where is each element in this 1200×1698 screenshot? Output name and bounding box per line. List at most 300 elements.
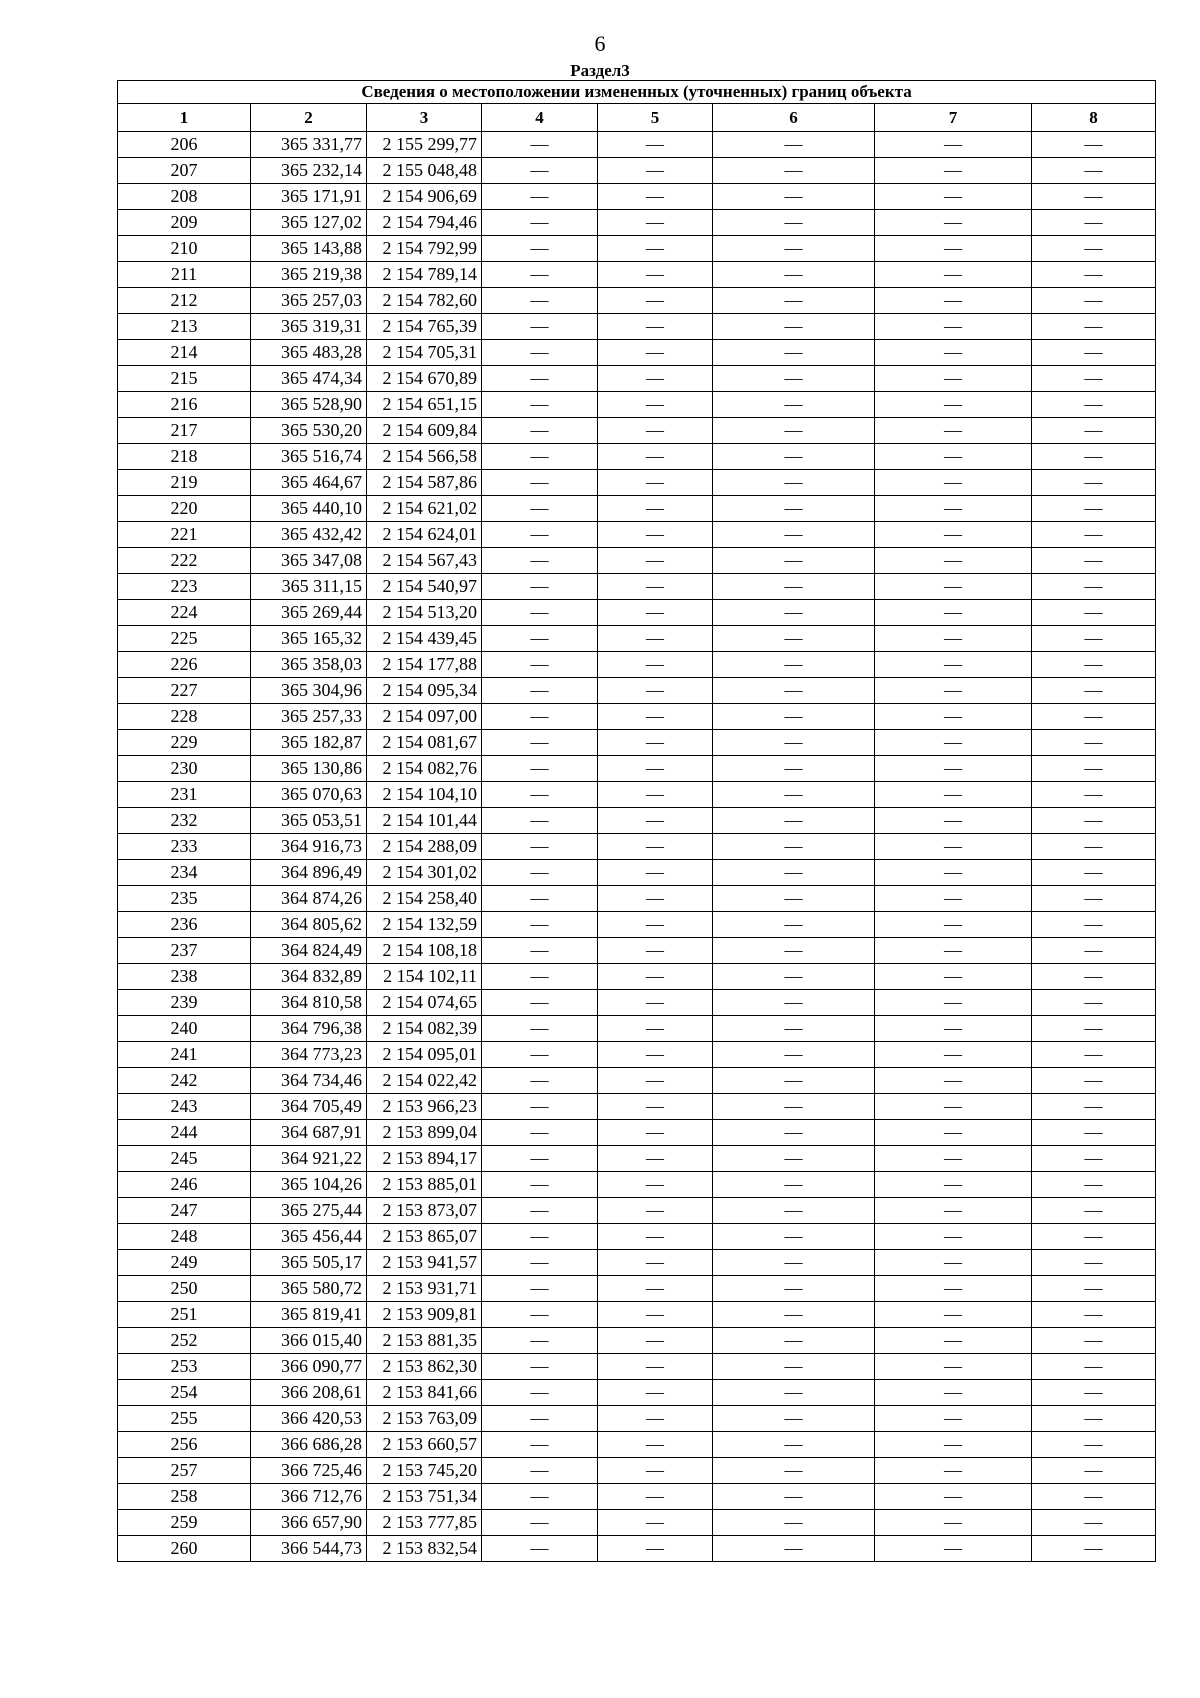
col7-cell: — [875, 756, 1032, 782]
col7-cell: — [875, 158, 1032, 184]
col5-cell: — [598, 730, 713, 756]
column-number: 1 [118, 104, 251, 132]
point-number-cell: 227 [118, 678, 251, 704]
point-number-cell: 209 [118, 210, 251, 236]
column-number: 6 [713, 104, 875, 132]
col7-cell: — [875, 470, 1032, 496]
col6-cell: — [713, 1172, 875, 1198]
col7-cell: — [875, 132, 1032, 158]
table-row [118, 470, 1156, 496]
point-number-cell: 228 [118, 704, 251, 730]
point-number-cell: 223 [118, 574, 251, 600]
col4-cell: — [482, 236, 598, 262]
x-coordinate-cell: 364 824,49 [251, 938, 367, 964]
col7-cell: — [875, 964, 1032, 990]
x-coordinate-cell: 365 347,08 [251, 548, 367, 574]
point-number-cell: 235 [118, 886, 251, 912]
x-coordinate-cell: 365 432,42 [251, 522, 367, 548]
col6-cell: — [713, 730, 875, 756]
point-number-cell: 208 [118, 184, 251, 210]
col7-cell: — [875, 1354, 1032, 1380]
col4-cell: — [482, 314, 598, 340]
col8-cell: — [1032, 1328, 1156, 1354]
col4-cell: — [482, 1094, 598, 1120]
table-row [118, 496, 1156, 522]
y-coordinate-cell: 2 153 894,17 [367, 1146, 482, 1172]
col6-cell: — [713, 1276, 875, 1302]
y-coordinate-cell: 2 153 832,54 [367, 1536, 482, 1562]
y-coordinate-cell: 2 155 299,77 [367, 132, 482, 158]
point-number-cell: 225 [118, 626, 251, 652]
col5-cell: — [598, 1146, 713, 1172]
point-number-cell: 218 [118, 444, 251, 470]
col5-cell: — [598, 626, 713, 652]
col7-cell: — [875, 912, 1032, 938]
col7-cell: — [875, 1406, 1032, 1432]
col4-cell: — [482, 1406, 598, 1432]
x-coordinate-cell: 365 275,44 [251, 1198, 367, 1224]
y-coordinate-cell: 2 153 941,57 [367, 1250, 482, 1276]
col4-cell: — [482, 730, 598, 756]
x-coordinate-cell: 364 705,49 [251, 1094, 367, 1120]
col8-cell: — [1032, 1536, 1156, 1562]
col5-cell: — [598, 834, 713, 860]
col4-cell: — [482, 392, 598, 418]
col6-cell: — [713, 1068, 875, 1094]
point-number-cell: 220 [118, 496, 251, 522]
table-row [118, 548, 1156, 574]
table-row [118, 1536, 1156, 1562]
x-coordinate-cell: 366 725,46 [251, 1458, 367, 1484]
point-number-cell: 224 [118, 600, 251, 626]
col5-cell: — [598, 600, 713, 626]
col6-cell: — [713, 964, 875, 990]
col8-cell: — [1032, 1224, 1156, 1250]
point-number-cell: 213 [118, 314, 251, 340]
col4-cell: — [482, 340, 598, 366]
y-coordinate-cell: 2 153 909,81 [367, 1302, 482, 1328]
table-row [118, 1406, 1156, 1432]
col4-cell: — [482, 184, 598, 210]
table-row [118, 288, 1156, 314]
col7-cell: — [875, 1484, 1032, 1510]
x-coordinate-cell: 365 580,72 [251, 1276, 367, 1302]
y-coordinate-cell: 2 154 081,67 [367, 730, 482, 756]
point-number-cell: 239 [118, 990, 251, 1016]
y-coordinate-cell: 2 154 651,15 [367, 392, 482, 418]
point-number-cell: 257 [118, 1458, 251, 1484]
table-row [118, 1250, 1156, 1276]
point-number-cell: 258 [118, 1484, 251, 1510]
y-coordinate-cell: 2 154 132,59 [367, 912, 482, 938]
col8-cell: — [1032, 1484, 1156, 1510]
col6-cell: — [713, 1406, 875, 1432]
col4-cell: — [482, 938, 598, 964]
col7-cell: — [875, 1068, 1032, 1094]
col8-cell: — [1032, 678, 1156, 704]
x-coordinate-cell: 364 734,46 [251, 1068, 367, 1094]
col5-cell: — [598, 470, 713, 496]
col5-cell: — [598, 340, 713, 366]
y-coordinate-cell: 2 154 705,31 [367, 340, 482, 366]
table-row [118, 1510, 1156, 1536]
col7-cell: — [875, 626, 1032, 652]
table-row [118, 1354, 1156, 1380]
col4-cell: — [482, 210, 598, 236]
column-number: 7 [875, 104, 1032, 132]
col8-cell: — [1032, 1354, 1156, 1380]
point-number-cell: 252 [118, 1328, 251, 1354]
x-coordinate-cell: 365 053,51 [251, 808, 367, 834]
point-number-cell: 250 [118, 1276, 251, 1302]
boundary-coordinates-table [117, 80, 1156, 1562]
y-coordinate-cell: 2 154 792,99 [367, 236, 482, 262]
col7-cell: — [875, 262, 1032, 288]
col6-cell: — [713, 1328, 875, 1354]
col5-cell: — [598, 860, 713, 886]
col6-cell: — [713, 496, 875, 522]
y-coordinate-cell: 2 155 048,48 [367, 158, 482, 184]
column-number: 5 [598, 104, 713, 132]
x-coordinate-cell: 364 773,23 [251, 1042, 367, 1068]
table-row [118, 1172, 1156, 1198]
point-number-cell: 230 [118, 756, 251, 782]
x-coordinate-cell: 366 015,40 [251, 1328, 367, 1354]
col4-cell: — [482, 782, 598, 808]
col8-cell: — [1032, 288, 1156, 314]
col7-cell: — [875, 860, 1032, 886]
col6-cell: — [713, 1354, 875, 1380]
col5-cell: — [598, 1328, 713, 1354]
point-number-cell: 210 [118, 236, 251, 262]
col8-cell: — [1032, 1458, 1156, 1484]
col7-cell: — [875, 652, 1032, 678]
table-row [118, 1042, 1156, 1068]
col8-cell: — [1032, 1432, 1156, 1458]
table-row [118, 574, 1156, 600]
point-number-cell: 240 [118, 1016, 251, 1042]
point-number-cell: 255 [118, 1406, 251, 1432]
y-coordinate-cell: 2 154 621,02 [367, 496, 482, 522]
col4-cell: — [482, 600, 598, 626]
col5-cell: — [598, 444, 713, 470]
col5-cell: — [598, 912, 713, 938]
col4-cell: — [482, 1354, 598, 1380]
y-coordinate-cell: 2 154 765,39 [367, 314, 482, 340]
col6-cell: — [713, 288, 875, 314]
x-coordinate-cell: 365 257,33 [251, 704, 367, 730]
col5-cell: — [598, 392, 713, 418]
col6-cell: — [713, 366, 875, 392]
col5-cell: — [598, 184, 713, 210]
column-number: 3 [367, 104, 482, 132]
col6-cell: — [713, 652, 875, 678]
x-coordinate-cell: 366 208,61 [251, 1380, 367, 1406]
col5-cell: — [598, 1406, 713, 1432]
y-coordinate-cell: 2 153 763,09 [367, 1406, 482, 1432]
y-coordinate-cell: 2 154 108,18 [367, 938, 482, 964]
col6-cell: — [713, 340, 875, 366]
col5-cell: — [598, 1536, 713, 1562]
col8-cell: — [1032, 574, 1156, 600]
col6-cell: — [713, 990, 875, 1016]
col7-cell: — [875, 600, 1032, 626]
col4-cell: — [482, 418, 598, 444]
table-row [118, 1432, 1156, 1458]
col5-cell: — [598, 652, 713, 678]
point-number-cell: 232 [118, 808, 251, 834]
col4-cell: — [482, 1484, 598, 1510]
col4-cell: — [482, 444, 598, 470]
col5-cell: — [598, 886, 713, 912]
table-row [118, 1016, 1156, 1042]
x-coordinate-cell: 364 916,73 [251, 834, 367, 860]
col8-cell: — [1032, 314, 1156, 340]
x-coordinate-cell: 365 304,96 [251, 678, 367, 704]
x-coordinate-cell: 365 516,74 [251, 444, 367, 470]
col7-cell: — [875, 288, 1032, 314]
col5-cell: — [598, 1198, 713, 1224]
table-body [118, 132, 1156, 1562]
col6-cell: — [713, 626, 875, 652]
col5-cell: — [598, 262, 713, 288]
col7-cell: — [875, 1536, 1032, 1562]
x-coordinate-cell: 365 070,63 [251, 782, 367, 808]
x-coordinate-cell: 366 090,77 [251, 1354, 367, 1380]
col5-cell: — [598, 1120, 713, 1146]
x-coordinate-cell: 364 896,49 [251, 860, 367, 886]
col6-cell: — [713, 1432, 875, 1458]
col8-cell: — [1032, 418, 1156, 444]
y-coordinate-cell: 2 153 865,07 [367, 1224, 482, 1250]
point-number-cell: 243 [118, 1094, 251, 1120]
col8-cell: — [1032, 340, 1156, 366]
col6-cell: — [713, 548, 875, 574]
col7-cell: — [875, 1432, 1032, 1458]
x-coordinate-cell: 366 657,90 [251, 1510, 367, 1536]
col6-cell: — [713, 678, 875, 704]
y-coordinate-cell: 2 153 899,04 [367, 1120, 482, 1146]
col5-cell: — [598, 1510, 713, 1536]
col8-cell: — [1032, 834, 1156, 860]
point-number-cell: 253 [118, 1354, 251, 1380]
table-row [118, 392, 1156, 418]
col7-cell: — [875, 236, 1032, 262]
col5-cell: — [598, 366, 713, 392]
col6-cell: — [713, 158, 875, 184]
col5-cell: — [598, 210, 713, 236]
col6-cell: — [713, 912, 875, 938]
y-coordinate-cell: 2 154 288,09 [367, 834, 482, 860]
col7-cell: — [875, 548, 1032, 574]
col5-cell: — [598, 418, 713, 444]
col7-cell: — [875, 1224, 1032, 1250]
col6-cell: — [713, 1016, 875, 1042]
point-number-cell: 237 [118, 938, 251, 964]
col7-cell: — [875, 1094, 1032, 1120]
col5-cell: — [598, 1302, 713, 1328]
col4-cell: — [482, 366, 598, 392]
col7-cell: — [875, 444, 1032, 470]
col8-cell: — [1032, 1146, 1156, 1172]
col5-cell: — [598, 132, 713, 158]
col6-cell: — [713, 262, 875, 288]
col4-cell: — [482, 808, 598, 834]
point-number-cell: 238 [118, 964, 251, 990]
col4-cell: — [482, 886, 598, 912]
table-row [118, 158, 1156, 184]
col6-cell: — [713, 1380, 875, 1406]
table-row [118, 262, 1156, 288]
col8-cell: — [1032, 990, 1156, 1016]
table-row [118, 522, 1156, 548]
col7-cell: — [875, 314, 1032, 340]
x-coordinate-cell: 364 687,91 [251, 1120, 367, 1146]
x-coordinate-cell: 365 311,15 [251, 574, 367, 600]
col6-cell: — [713, 418, 875, 444]
col7-cell: — [875, 496, 1032, 522]
col6-cell: — [713, 808, 875, 834]
table-row [118, 808, 1156, 834]
y-coordinate-cell: 2 154 102,11 [367, 964, 482, 990]
col7-cell: — [875, 418, 1032, 444]
col7-cell: — [875, 1198, 1032, 1224]
col7-cell: — [875, 1328, 1032, 1354]
col4-cell: — [482, 756, 598, 782]
col8-cell: — [1032, 1510, 1156, 1536]
col8-cell: — [1032, 1016, 1156, 1042]
y-coordinate-cell: 2 154 301,02 [367, 860, 482, 886]
col8-cell: — [1032, 548, 1156, 574]
col5-cell: — [598, 1354, 713, 1380]
col6-cell: — [713, 834, 875, 860]
col5-cell: — [598, 1380, 713, 1406]
point-number-cell: 221 [118, 522, 251, 548]
section-title: Раздел3 [570, 61, 630, 80]
col4-cell: — [482, 1328, 598, 1354]
point-number-cell: 222 [118, 548, 251, 574]
x-coordinate-cell: 365 171,91 [251, 184, 367, 210]
x-coordinate-cell: 365 165,32 [251, 626, 367, 652]
table-row [118, 1484, 1156, 1510]
y-coordinate-cell: 2 154 609,84 [367, 418, 482, 444]
point-number-cell: 251 [118, 1302, 251, 1328]
col6-cell: — [713, 1302, 875, 1328]
col8-cell: — [1032, 1042, 1156, 1068]
col5-cell: — [598, 808, 713, 834]
point-number-cell: 236 [118, 912, 251, 938]
x-coordinate-cell: 366 712,76 [251, 1484, 367, 1510]
point-number-cell: 229 [118, 730, 251, 756]
col6-cell: — [713, 1198, 875, 1224]
x-coordinate-cell: 364 874,26 [251, 886, 367, 912]
y-coordinate-cell: 2 154 789,14 [367, 262, 482, 288]
col8-cell: — [1032, 1406, 1156, 1432]
col5-cell: — [598, 938, 713, 964]
point-number-cell: 219 [118, 470, 251, 496]
col7-cell: — [875, 1276, 1032, 1302]
table-row [118, 236, 1156, 262]
x-coordinate-cell: 365 440,10 [251, 496, 367, 522]
col6-cell: — [713, 860, 875, 886]
col4-cell: — [482, 990, 598, 1016]
y-coordinate-cell: 2 154 540,97 [367, 574, 482, 600]
table-row [118, 366, 1156, 392]
table-row [118, 1302, 1156, 1328]
x-coordinate-cell: 365 528,90 [251, 392, 367, 418]
y-coordinate-cell: 2 154 082,76 [367, 756, 482, 782]
col7-cell: — [875, 340, 1032, 366]
col8-cell: — [1032, 1172, 1156, 1198]
col4-cell: — [482, 964, 598, 990]
col6-cell: — [713, 1250, 875, 1276]
point-number-cell: 247 [118, 1198, 251, 1224]
col6-cell: — [713, 314, 875, 340]
col8-cell: — [1032, 1276, 1156, 1302]
col5-cell: — [598, 782, 713, 808]
col5-cell: — [598, 288, 713, 314]
col4-cell: — [482, 548, 598, 574]
col8-cell: — [1032, 964, 1156, 990]
col8-cell: — [1032, 704, 1156, 730]
table-row [118, 860, 1156, 886]
col8-cell: — [1032, 444, 1156, 470]
col6-cell: — [713, 210, 875, 236]
point-number-cell: 215 [118, 366, 251, 392]
col6-cell: — [713, 184, 875, 210]
col8-cell: — [1032, 366, 1156, 392]
col4-cell: — [482, 1380, 598, 1406]
col4-cell: — [482, 1120, 598, 1146]
col6-cell: — [713, 132, 875, 158]
col5-cell: — [598, 1016, 713, 1042]
point-number-cell: 217 [118, 418, 251, 444]
col4-cell: — [482, 860, 598, 886]
col4-cell: — [482, 574, 598, 600]
table-row [118, 1380, 1156, 1406]
y-coordinate-cell: 2 153 751,34 [367, 1484, 482, 1510]
col7-cell: — [875, 730, 1032, 756]
x-coordinate-cell: 365 182,87 [251, 730, 367, 756]
x-coordinate-cell: 366 544,73 [251, 1536, 367, 1562]
point-number-cell: 242 [118, 1068, 251, 1094]
col7-cell: — [875, 1250, 1032, 1276]
column-number-row [118, 104, 1156, 132]
col5-cell: — [598, 964, 713, 990]
col8-cell: — [1032, 1250, 1156, 1276]
y-coordinate-cell: 2 154 906,69 [367, 184, 482, 210]
point-number-cell: 206 [118, 132, 251, 158]
x-coordinate-cell: 364 832,89 [251, 964, 367, 990]
col8-cell: — [1032, 860, 1156, 886]
point-number-cell: 244 [118, 1120, 251, 1146]
col7-cell: — [875, 808, 1032, 834]
y-coordinate-cell: 2 153 660,57 [367, 1432, 482, 1458]
table-row [118, 964, 1156, 990]
y-coordinate-cell: 2 154 104,10 [367, 782, 482, 808]
col8-cell: — [1032, 470, 1156, 496]
table-row [118, 1146, 1156, 1172]
col6-cell: — [713, 1484, 875, 1510]
table-row [118, 1328, 1156, 1354]
point-number-cell: 231 [118, 782, 251, 808]
col8-cell: — [1032, 912, 1156, 938]
col6-cell: — [713, 938, 875, 964]
y-coordinate-cell: 2 154 258,40 [367, 886, 482, 912]
table-row [118, 1068, 1156, 1094]
col5-cell: — [598, 314, 713, 340]
col7-cell: — [875, 886, 1032, 912]
